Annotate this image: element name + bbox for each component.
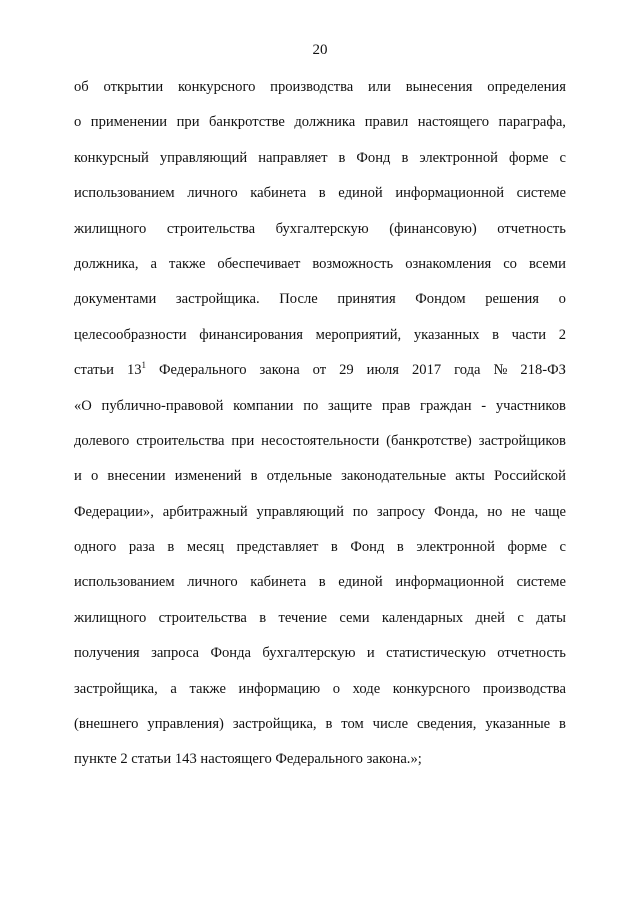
body-word: граждан (420, 397, 472, 414)
body-word: о (558, 291, 566, 308)
body-word: отчетность (497, 220, 566, 237)
page-number: 20 (312, 42, 328, 58)
body-word: производства (270, 79, 354, 95)
body-word: раза (128, 539, 155, 556)
body-word: (банкротстве) (386, 432, 472, 449)
body-word: месяц (186, 539, 224, 556)
body-word: дней (475, 609, 505, 626)
body-word: несостоятельности (261, 432, 380, 449)
body-word: застройщиков (478, 432, 566, 449)
body-line (74, 249, 566, 284)
body-word: даты (536, 609, 566, 626)
body-word: возможность (312, 255, 394, 272)
body-word: форме (507, 539, 547, 556)
body-word: - (481, 397, 487, 414)
body-line (74, 320, 566, 355)
body-line (74, 143, 566, 178)
body-word: параграфа, (498, 114, 566, 131)
body-word: должника, (74, 255, 139, 272)
body-word: правил (364, 114, 409, 131)
body-line (74, 107, 566, 142)
body-word: вынесения (405, 79, 473, 95)
body-word: календарных (381, 609, 464, 626)
body-word: также (168, 255, 206, 272)
body-paragraph (74, 72, 566, 780)
body-word: с (559, 539, 566, 556)
body-word: одного (74, 539, 117, 556)
body-word: в (318, 574, 326, 591)
body-word: мероприятий, (315, 326, 402, 343)
body-word: бухгалтерскую (262, 645, 356, 662)
body-word: Российской (493, 468, 566, 485)
body-word: участников (495, 397, 566, 414)
body-word: указанных (413, 326, 480, 343)
body-word: представляет (236, 539, 319, 556)
body-word: управляющий (256, 503, 344, 520)
body-word: № (493, 362, 508, 379)
body-word: по (352, 503, 368, 520)
body-word: строительства (158, 609, 247, 626)
body-word: изменений (174, 468, 242, 485)
body-word: закона (259, 362, 300, 379)
body-line (74, 214, 566, 249)
body-word: единой (338, 185, 383, 202)
body-word: в (492, 326, 499, 343)
body-word: управления) (147, 716, 224, 733)
body-word: направляет (258, 149, 328, 166)
body-word: кабинета (250, 574, 307, 591)
body-word: или (368, 79, 391, 95)
body-word: настоящего (417, 114, 490, 131)
body-word: целесообразности (74, 326, 187, 343)
body-word: прав (381, 397, 411, 414)
body-word: арбитражный (162, 503, 248, 520)
body-word: электронной (419, 149, 498, 166)
body-line (74, 461, 566, 496)
body-word: конкурсного (392, 680, 471, 697)
body-word: но (487, 503, 503, 520)
body-word: жилищного (74, 220, 147, 237)
body-word: также (189, 680, 226, 697)
body-word: Федерального (158, 362, 247, 379)
body-word: конкурсный (74, 149, 149, 166)
body-word: при (231, 432, 255, 449)
body-word: застройщика, (74, 680, 158, 697)
body-word: использованием (74, 574, 175, 591)
body-word: об (74, 79, 89, 95)
body-line (74, 72, 566, 107)
body-word: должника (294, 114, 356, 131)
body-word: части (511, 326, 547, 343)
body-word: числе (372, 716, 409, 733)
body-word: Фонда (210, 645, 251, 662)
body-word: использованием (74, 185, 175, 202)
body-word: бухгалтерскую (275, 220, 369, 237)
body-word: ознакомления (405, 255, 492, 272)
body-word: Фондом (415, 291, 466, 308)
body-word: документами (74, 291, 157, 308)
body-word: всеми (528, 255, 566, 272)
body-word: конкурсного (177, 79, 256, 95)
body-line (74, 426, 566, 461)
body-line (74, 532, 566, 567)
body-word: долевого (74, 432, 130, 449)
body-word: акты (455, 468, 485, 485)
body-word: со (503, 255, 517, 272)
body-word: информационной (395, 574, 505, 591)
body-word: том (341, 716, 364, 733)
body-word: застройщика, (232, 716, 317, 733)
body-word: Фонд (356, 149, 391, 166)
body-word: личного (187, 574, 238, 591)
body-word: года (454, 362, 481, 379)
body-line (74, 674, 566, 709)
body-word: компании (233, 397, 294, 414)
body-word: информационной (395, 185, 505, 202)
body-word: строительства (166, 220, 256, 237)
body-line (74, 603, 566, 638)
body-word: определения (487, 79, 566, 95)
body-word: от (312, 362, 327, 379)
body-word: (финансовую) (389, 220, 477, 237)
body-word: системе (516, 574, 566, 591)
body-word: жилищного (74, 609, 147, 626)
body-word: о (332, 680, 341, 697)
body-word: единой (338, 574, 383, 591)
body-word: с (559, 149, 566, 166)
body-word: внесении (107, 468, 166, 485)
body-line (74, 178, 566, 213)
body-word: Фонда, (434, 503, 479, 520)
body-word: в (330, 539, 338, 556)
body-word: управляющий (159, 149, 248, 166)
body-word: «О (74, 397, 92, 414)
body-word: статистическую (386, 645, 486, 662)
body-line (74, 638, 566, 673)
body-word: применении (90, 114, 168, 131)
body-word: в (259, 609, 267, 626)
body-word: защите (327, 397, 373, 414)
body-word: После (279, 291, 318, 308)
body-word: запросу (376, 503, 426, 520)
body-word: июля (366, 362, 400, 379)
body-line (74, 567, 566, 602)
body-word: при (176, 114, 200, 131)
body-word: получения (74, 645, 140, 662)
body-word: 29 (339, 362, 354, 379)
body-word: решения (485, 291, 540, 308)
body-word: личного (187, 185, 238, 202)
body-line-last (74, 744, 566, 779)
body-word: статьи (74, 362, 114, 379)
body-word: указанные (485, 716, 551, 733)
body-word: а (170, 680, 177, 697)
body-word: обеспечивает (217, 255, 301, 272)
body-word: в (338, 149, 346, 166)
body-word: ходе (352, 680, 381, 697)
body-word: отдельные (266, 468, 332, 485)
body-word: системе (516, 185, 566, 202)
body-word: $13^1$ (126, 360, 147, 379)
body-word: в (559, 716, 566, 733)
body-line (74, 391, 566, 426)
body-word: сведения, (416, 716, 477, 733)
body-word: Федерации», (74, 503, 154, 520)
body-word: производства (482, 680, 566, 697)
body-word: и (74, 468, 82, 485)
body-word: в (401, 149, 409, 166)
body-word: пункте 2 статьи 143 настоящего Федерального закона.»; (74, 751, 422, 768)
body-word: не (511, 503, 526, 520)
body-word: в (250, 468, 258, 485)
body-word: 218-ФЗ (520, 362, 566, 379)
body-word: чаще (534, 503, 566, 520)
body-word: в (318, 185, 326, 202)
body-word: 2 (558, 326, 566, 343)
body-word: строительства (136, 432, 225, 449)
body-word: по (303, 397, 319, 414)
body-word: кабинета (250, 185, 307, 202)
body-word: в (396, 539, 404, 556)
body-word: а (150, 255, 157, 272)
body-line (74, 709, 566, 744)
body-word: банкротстве (208, 114, 285, 131)
body-word: информацию (238, 680, 321, 697)
body-word: семи (339, 609, 370, 626)
body-word: финансирования (199, 326, 303, 343)
body-line (74, 497, 566, 532)
body-word: электронной (416, 539, 495, 556)
body-word: в (325, 716, 333, 733)
body-word: с (517, 609, 524, 626)
body-word: о (74, 114, 82, 131)
body-word: в (167, 539, 175, 556)
body-word: 2017 (411, 362, 442, 379)
body-word: запроса (151, 645, 200, 662)
body-word: принятия (337, 291, 396, 308)
body-word: отчетность (497, 645, 566, 662)
body-word: о (90, 468, 99, 485)
body-word: течение (278, 609, 327, 626)
body-word: и (366, 645, 375, 662)
body-line (74, 284, 566, 319)
body-word: застройщика. (175, 291, 260, 308)
body-word: форме (508, 149, 549, 166)
body-word: публично-правовой (101, 397, 224, 414)
body-word: законодательные (341, 468, 447, 485)
body-line (74, 355, 566, 390)
body-word: Фонд (350, 539, 385, 556)
body-word: (внешнего (74, 716, 139, 733)
body-word: открытии (103, 79, 164, 95)
